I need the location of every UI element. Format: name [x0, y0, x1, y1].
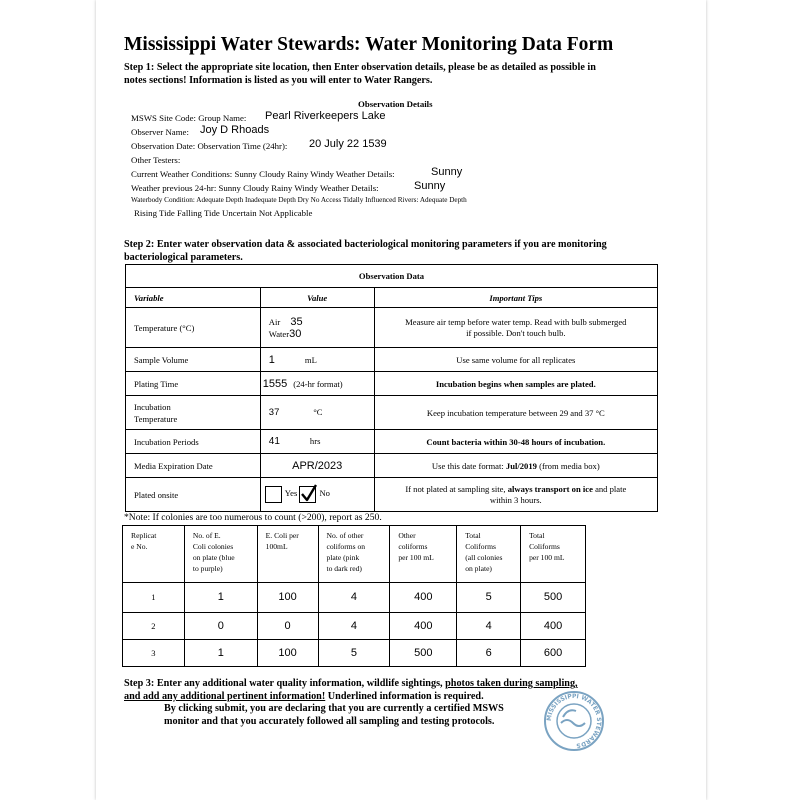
- seal-text: MISSISSIPPI WATER STEWARDS: [545, 692, 603, 749]
- previous-weather-value[interactable]: Sunny: [414, 180, 446, 192]
- other-testers-label: Other Testers:: [131, 155, 181, 165]
- observation-details-heading: Observation Details: [358, 99, 433, 109]
- other-coliforms-colonies-header-line: to dark red): [326, 564, 362, 573]
- incubation-temp-cell: [260, 396, 374, 430]
- replicate-no-cell: 2: [123, 613, 185, 640]
- total-coliforms-per-100ml-cell[interactable]: 600: [521, 640, 586, 667]
- water-label: Water: [268, 328, 290, 339]
- waterbody-condition-label: Waterbody Condition: Adequate Depth Inadequate Depth Dry No Access Tidally Influenced Rivers: Adequate Depth: [131, 196, 467, 204]
- incubation-periods-unit: hrs: [309, 436, 321, 446]
- total-coliforms-per-100ml-header: [521, 526, 586, 583]
- total-coliforms-per-100ml-header-line: per 100 mL: [529, 553, 565, 562]
- replicate-no-header: [123, 526, 185, 583]
- other-coliforms-colonies-cell[interactable]: 5: [318, 640, 390, 667]
- replicate-row: [123, 640, 586, 667]
- plated-tip-line1: [383, 484, 649, 495]
- total-coliforms-per-100ml-cell[interactable]: 400: [521, 613, 586, 640]
- ecoli-colonies-cell[interactable]: 0: [184, 613, 257, 640]
- site-code-label: MSWS Site Code: Group Name:: [131, 113, 247, 123]
- media-tip-suffix: (from media box): [536, 460, 600, 471]
- step3-line1: [124, 678, 578, 691]
- temperature-label: Temperature (°C): [126, 308, 261, 348]
- replicate-table: [122, 525, 586, 667]
- sample-volume-cell: [260, 348, 374, 372]
- temperature-value-cell: [260, 308, 374, 348]
- incubation-periods-label: Incubation Periods: [126, 430, 261, 454]
- air-temp-value[interactable]: 35: [290, 315, 303, 328]
- step3-line2: [124, 691, 578, 704]
- total-coliforms-colonies-cell[interactable]: 6: [457, 640, 521, 667]
- sample-volume-tip: Use same volume for all replicates: [374, 348, 657, 372]
- step2-instructions: [124, 239, 607, 264]
- total-coliforms-colonies-header-line: Coliforms: [465, 542, 496, 551]
- total-coliforms-colonies-header-line: (all colonies: [465, 553, 503, 562]
- plating-time-tip: Incubation begins when samples are plated.: [374, 372, 657, 396]
- incubation-temp-label-line1: Incubation: [134, 401, 171, 412]
- replicate-row: [123, 613, 586, 640]
- air-label: Air: [268, 316, 281, 327]
- replicate-no-header-line: e No.: [131, 542, 148, 551]
- plated-tip-line2: within 3 hours.: [489, 494, 542, 505]
- plated-tip-b: always transport on ice: [507, 483, 593, 494]
- plated-onsite-tip: [374, 478, 657, 512]
- sample-volume-label: Sample Volume: [126, 348, 261, 372]
- step3-line2-underlined: and add any additional pertinent information!: [124, 690, 326, 702]
- temperature-tip: [374, 308, 657, 348]
- step1-line1: Step 1: Select the appropriate site location, then Enter observation details, please be as detailed as possible in: [124, 62, 596, 73]
- other-coliforms-per-100ml-header: [390, 526, 457, 583]
- media-expiration-value[interactable]: APR/2023: [292, 459, 343, 472]
- previous-weather-label: Weather previous 24-hr: Sunny Cloudy Rainy Windy Weather Details:: [131, 183, 379, 193]
- replicate-header-row: [123, 526, 586, 583]
- ecoli-per-100ml-cell[interactable]: 0: [257, 613, 318, 640]
- step3-instructions: [124, 678, 578, 728]
- step3-line4: monitor and that you accurately followed all sampling and testing protocols.: [164, 715, 495, 727]
- media-expiration-row: [126, 454, 658, 478]
- page-title: Mississippi Water Stewards: Water Monitoring Data Form: [124, 34, 614, 55]
- total-coliforms-colonies-cell[interactable]: 4: [457, 613, 521, 640]
- other-coliforms-per-100ml-cell[interactable]: 400: [390, 583, 457, 613]
- total-coliforms-colonies-header-line: on plate): [465, 564, 492, 573]
- sample-volume-unit: mL: [304, 354, 317, 365]
- observation-data-table: [125, 264, 658, 512]
- ecoli-per-100ml-header-line: 100mL: [265, 542, 288, 551]
- col-tips-header: Important Tips: [374, 288, 657, 308]
- plating-time-unit: (24-hr format): [293, 378, 343, 389]
- total-coliforms-colonies-header: [457, 526, 521, 583]
- incubation-temp-label: [126, 396, 261, 430]
- sample-volume-value[interactable]: 1: [268, 353, 275, 366]
- ecoli-per-100ml-cell[interactable]: 100: [257, 583, 318, 613]
- media-tip-format: Jul/2019: [505, 460, 537, 471]
- step2-line1: Step 2: Enter water observation data & associated bacteriological monitoring parameters if you are monitoring: [124, 239, 607, 250]
- total-coliforms-per-100ml-header-line: Coliforms: [529, 542, 560, 551]
- current-weather-label: Current Weather Conditions: Sunny Cloudy Rainy Windy Weather Details:: [131, 169, 395, 179]
- plated-onsite-cell: [260, 478, 374, 512]
- col-value-header: Value: [260, 288, 374, 308]
- other-coliforms-per-100ml-header-line: per 100 mL: [398, 553, 434, 562]
- total-coliforms-colonies-cell[interactable]: 5: [457, 583, 521, 613]
- check-icon: [301, 484, 317, 502]
- other-coliforms-per-100ml-header-line: coliforms: [398, 542, 428, 551]
- other-coliforms-colonies-header-line: coliforms on: [326, 542, 366, 551]
- step3-line3: By clicking submit, you are declaring that you are currently a certified MSWS: [164, 703, 504, 714]
- media-expiration-label: Media Expiration Date: [126, 454, 261, 478]
- ecoli-colonies-header-line: Coli colonies: [192, 542, 234, 551]
- temperature-tip-line1: Measure air temp before water temp. Read with bulb submerged: [405, 316, 627, 327]
- observation-data-heading: Observation Data: [126, 265, 658, 288]
- plated-onsite-label: Plated onsite: [126, 478, 261, 512]
- other-coliforms-colonies-header-line: plate (pink: [326, 553, 360, 562]
- plated-tip-c: and plate: [592, 483, 627, 494]
- yes-checkbox[interactable]: [265, 486, 282, 503]
- replicate-no-cell: 3: [123, 640, 185, 667]
- other-coliforms-per-100ml-header-line: Other: [398, 531, 416, 540]
- step1-line2: notes sections! Information is listed as you will enter to Water Rangers.: [124, 74, 433, 86]
- replicate-row: [123, 583, 586, 613]
- msws-seal-logo: [543, 690, 605, 752]
- observer-value[interactable]: Joy D Rhoads: [200, 124, 270, 136]
- media-expiration-cell: [260, 454, 374, 478]
- other-coliforms-colonies-cell[interactable]: 4: [318, 613, 390, 640]
- step3-line1-underlined: photos taken during sampling,: [445, 678, 578, 689]
- plating-time-cell: [260, 372, 374, 396]
- ecoli-colonies-cell[interactable]: 1: [184, 583, 257, 613]
- step1-instructions: [124, 62, 596, 87]
- ecoli-per-100ml-header: [257, 526, 318, 583]
- step3-line2-b: Underlined information is required.: [325, 690, 484, 702]
- no-label: No: [319, 488, 330, 499]
- media-tip-prefix: Use this date format:: [431, 460, 506, 471]
- tide-label: Rising Tide Falling Tide Uncertain Not Applicable: [134, 208, 313, 218]
- observer-label: Observer Name:: [131, 127, 189, 137]
- total-coliforms-colonies-header-line: Total: [465, 531, 481, 540]
- ecoli-colonies-header-line: on plate (blue: [192, 553, 235, 562]
- plated-onsite-row: [126, 478, 658, 512]
- other-coliforms-colonies-cell[interactable]: 4: [318, 583, 390, 613]
- water-temp-value[interactable]: 30: [289, 327, 302, 340]
- temperature-tip-line2: if possible. Don't touch bulb.: [466, 327, 566, 338]
- incubation-temp-unit: °C: [313, 407, 323, 417]
- temperature-row: [126, 308, 658, 348]
- ecoli-colonies-header-line: No. of E.: [192, 531, 221, 540]
- plating-time-label: Plating Time: [126, 372, 261, 396]
- sample-volume-row: [126, 348, 658, 372]
- other-coliforms-colonies-header: [318, 526, 390, 583]
- other-coliforms-per-100ml-cell[interactable]: 500: [390, 640, 457, 667]
- step2-line2: bacteriological parameters.: [124, 251, 243, 263]
- other-coliforms-per-100ml-cell[interactable]: 400: [390, 613, 457, 640]
- incubation-temperature-row: [126, 396, 658, 430]
- no-checkbox[interactable]: [299, 486, 316, 503]
- media-expiration-tip: [374, 454, 657, 478]
- colony-note: *Note: If colonies are too numerous to count (>200), report as 250.: [124, 512, 382, 523]
- ecoli-colonies-header: [184, 526, 257, 583]
- incubation-periods-cell: [260, 430, 374, 454]
- incubation-periods-value[interactable]: 41: [268, 436, 280, 447]
- incubation-temp-label-line2: Temperature: [134, 413, 178, 424]
- replicate-no-cell: 1: [123, 583, 185, 613]
- ecoli-colonies-header-line: to purple): [192, 564, 223, 573]
- plating-time-row: [126, 372, 658, 396]
- total-coliforms-per-100ml-header-line: Total: [529, 531, 545, 540]
- site-code-value[interactable]: Pearl Riverkeepers Lake: [265, 110, 386, 122]
- incubation-periods-row: [126, 430, 658, 454]
- ecoli-per-100ml-cell[interactable]: 100: [257, 640, 318, 667]
- total-coliforms-per-100ml-cell[interactable]: 500: [521, 583, 586, 613]
- current-weather-value[interactable]: Sunny: [431, 166, 463, 178]
- observation-date-label: Observation Date: Observation Time (24hr):: [131, 141, 288, 151]
- incubation-temp-tip: Keep incubation temperature between 29 and 37 °C: [374, 396, 657, 430]
- step3-line1-a: Step 3: Enter any additional water quality information, wildlife sightings,: [124, 678, 446, 689]
- replicate-no-header-line: Replicat: [131, 531, 157, 540]
- other-coliforms-colonies-header-line: No. of other: [326, 531, 364, 540]
- ecoli-per-100ml-header-line: E. Coli per: [265, 531, 299, 540]
- yes-label: Yes: [284, 488, 298, 499]
- plated-tip-a: If not plated at sampling site,: [405, 483, 508, 494]
- col-variable-header: Variable: [126, 288, 261, 308]
- incubation-periods-tip: Count bacteria within 30-48 hours of incubation.: [374, 430, 657, 454]
- ecoli-colonies-cell[interactable]: 1: [184, 640, 257, 667]
- observation-date-value[interactable]: 20 July 22 1539: [309, 138, 387, 150]
- incubation-temp-value[interactable]: 37: [268, 407, 280, 418]
- plating-time-value[interactable]: 1555: [262, 377, 288, 390]
